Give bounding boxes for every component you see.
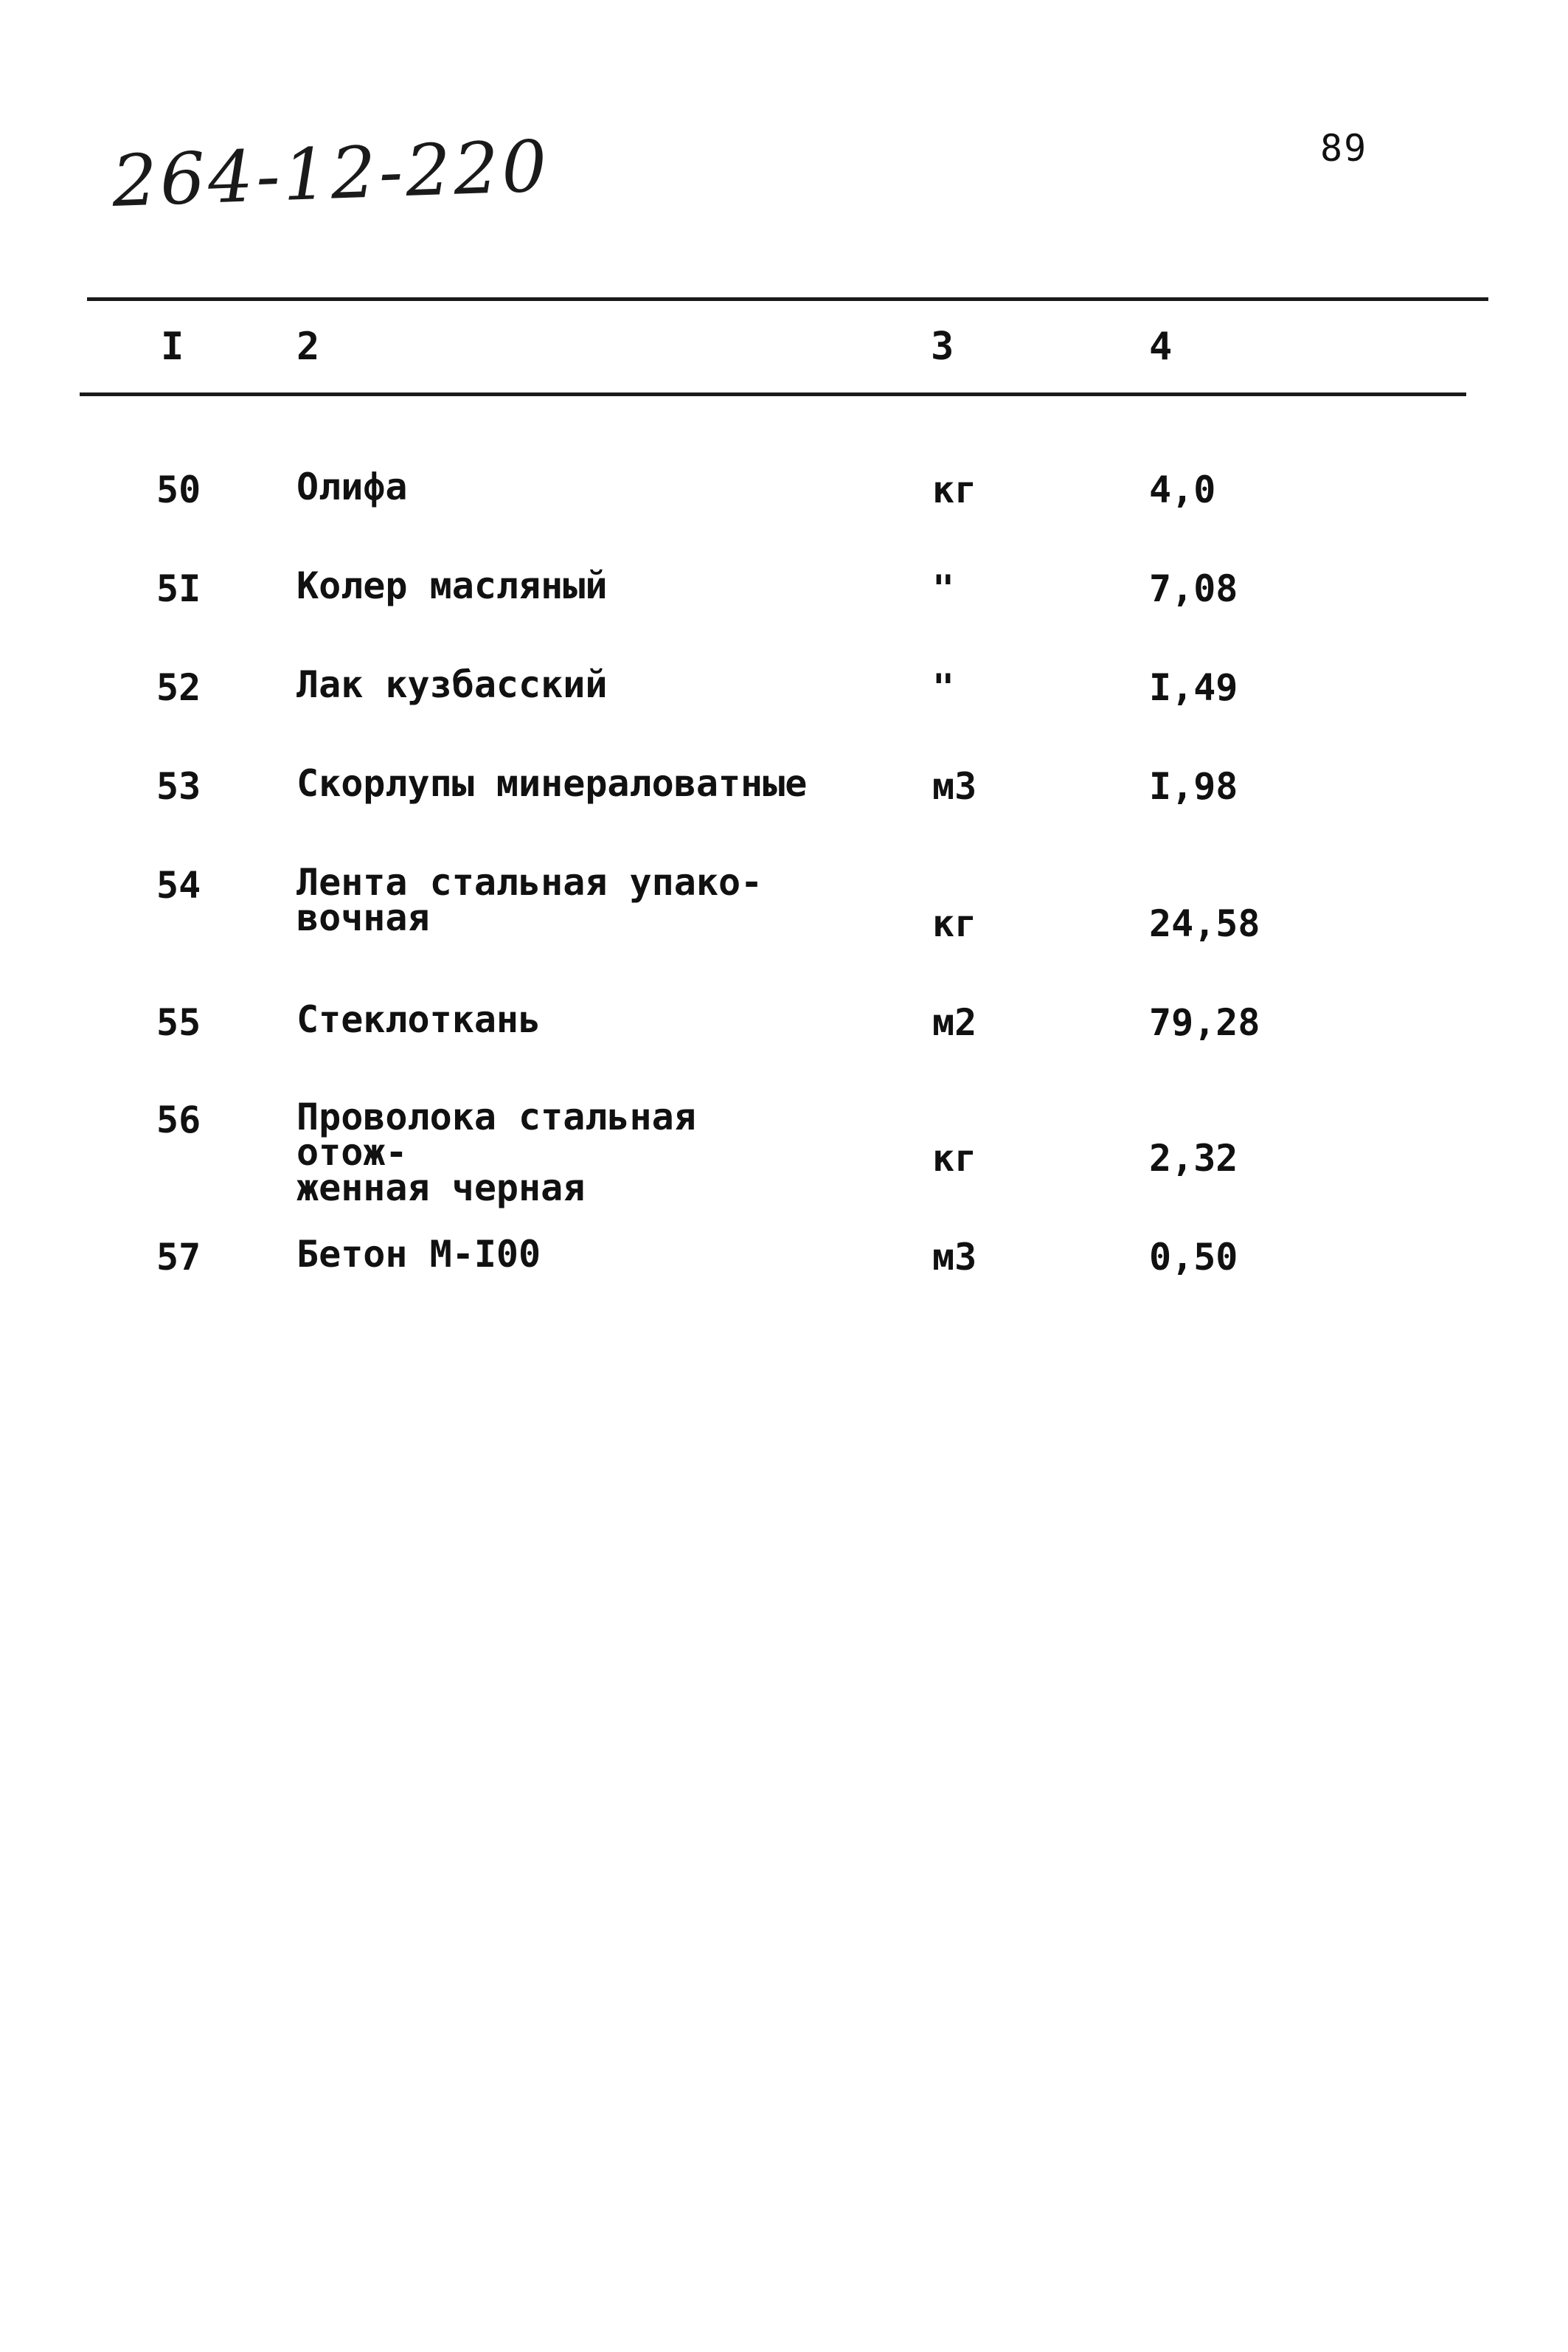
row-number: 5I [156,567,201,610]
unit: кг [932,1137,977,1180]
row-number: 56 [156,1099,201,1141]
unit: м3 [932,765,977,808]
column-header-1: I [161,325,184,369]
material-name: Лента стальная упако- вочная [296,861,763,939]
material-name: Колер масляный [296,564,608,607]
unit: кг [932,902,977,945]
unit: м2 [932,1001,977,1044]
material-name: Бетон М-I00 [296,1233,541,1276]
material-name: Олифа [296,466,408,508]
unit: кг [932,468,977,511]
material-name: Лак кузбасский [296,663,608,706]
unit: " [932,567,955,610]
quantity: 4,0 [1149,468,1216,511]
material-name: Проволока стальная отож- женная черная [296,1096,696,1209]
quantity: 0,50 [1149,1236,1238,1279]
row-number: 54 [156,864,201,907]
row-number: 57 [156,1236,201,1279]
material-name: Скорлупы минераловатные [296,762,808,805]
quantity: 7,08 [1149,567,1238,610]
table-header-rule [80,392,1466,396]
quantity: I,98 [1149,765,1238,808]
quantity: 24,58 [1149,902,1260,945]
row-number: 53 [156,765,201,808]
page-number: 89 [1320,127,1368,170]
column-header-2: 2 [296,325,320,369]
document-code: 264-12-220 [111,125,552,223]
material-name: Стеклоткань [296,998,541,1041]
quantity: 2,32 [1149,1137,1238,1180]
unit: " [932,666,955,709]
row-number: 55 [156,1001,201,1044]
row-number: 52 [156,666,201,709]
unit: м3 [932,1236,977,1279]
row-number: 50 [156,468,201,511]
table-top-rule [87,297,1488,301]
quantity: 79,28 [1149,1001,1260,1044]
quantity: I,49 [1149,666,1238,709]
column-header-4: 4 [1149,325,1173,369]
column-header-3: 3 [931,325,954,369]
